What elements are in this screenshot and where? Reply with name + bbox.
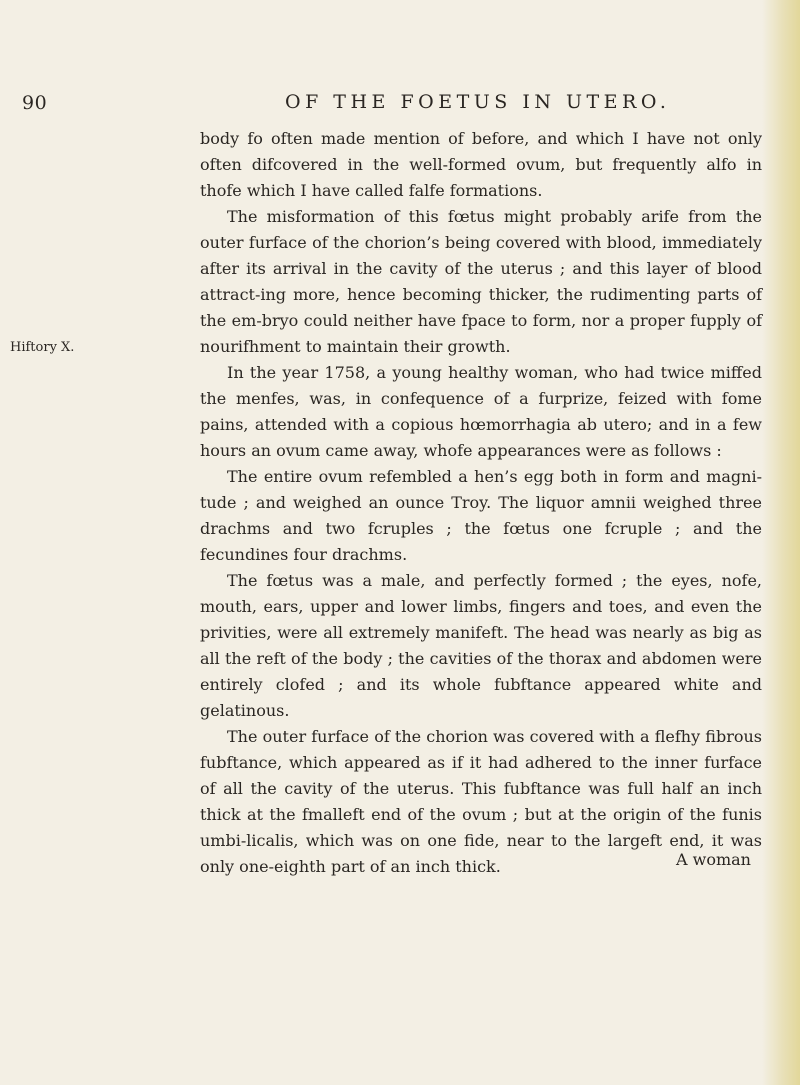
paragraph-5: The fœtus was a male, and perfectly formed ; the eyes, nofe, mouth, ears, upper and lower limbs, fingers and toes, and even the privities, were all extremely manifeft. The head was nearly as big as all the reft of the body ; the cavities of the thorax and abdomen were entirely clofed ; and its whole fubftance appeared white and gelatinous. (200, 571, 762, 720)
page-edge-shading (762, 0, 800, 1085)
page-number: 90 (22, 92, 48, 114)
margin-note: Hiftory X. (10, 340, 75, 355)
paragraph-3: In the year 1758, a young healthy woman, who had twice miffed the menfes, was, in confequence of a furprize, feized with fome pains, attended with a copious hœmorrhagia ab utero; and in a few hours an ovum came away, whofe appearances were as follows : (200, 363, 762, 460)
catchword: A woman (676, 850, 751, 869)
running-head: OF THE FOETUS IN UTERO. (285, 91, 671, 113)
body-text (200, 126, 762, 880)
paragraph-6: The outer furface of the chorion was covered with a flefhy fibrous fubftance, which appeared as if it had adhered to the inner furface of all the cavity of the uterus. This fubftance was full half an inch thick at the fmalleft end of the ovum ; but at the origin of the funis umbi-licalis, which was on one fide, near to the largeft end, it was only one-eighth part of an inch thick. (200, 727, 762, 876)
paragraph-2: The misformation of this fœtus might probably arife from the outer furface of the chorion’s being covered with blood, immediately after its arrival in the cavity of the uterus ; and this layer of blood attract-ing more, hence becoming thicker, the rudimenting parts of the em-bryo could neither have fpace to form, nor a proper fupply of nourifhment to maintain their growth. (200, 207, 762, 356)
paragraph-4: The entire ovum refembled a hen’s egg both in form and magni-tude ; and weighed an ounce Troy. The liquor amnii weighed three drachms and two fcruples ; the fœtus one fcruple ; and the fecundines four drachms. (200, 467, 762, 564)
paragraph-1: body fo often made mention of before, and which I have not only often difcovered in the well-formed ovum, but frequently alfo in thofe which I have called falfe formations. (200, 129, 762, 200)
